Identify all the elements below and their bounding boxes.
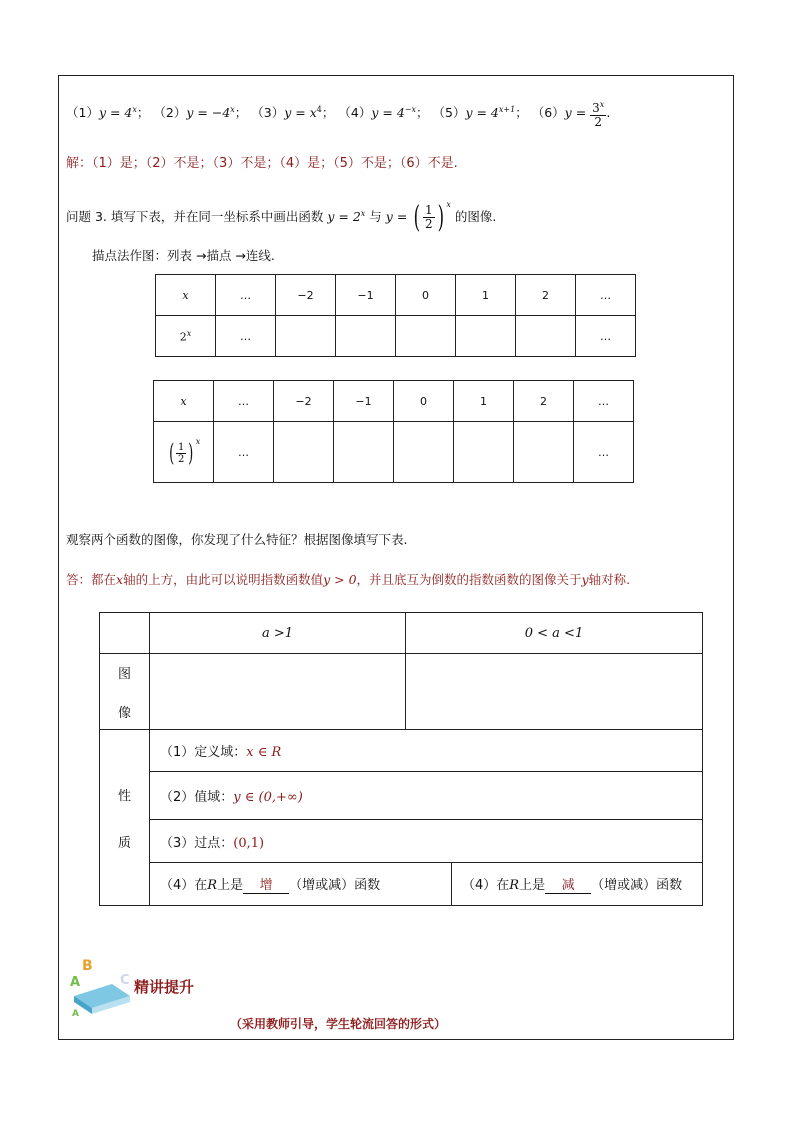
section-note: （采用教师引导，学生轮流回答的形式） bbox=[230, 1017, 447, 1031]
table-cell[interactable]: −2 bbox=[276, 275, 336, 316]
table-cell[interactable] bbox=[394, 422, 454, 483]
table-cell[interactable]: 1 bbox=[454, 381, 514, 422]
monotonic-right: （4）在R上是 减 （增或减）函数 bbox=[452, 863, 703, 906]
method-line: 描点法作图：列表 →描点 →连线. bbox=[92, 248, 275, 263]
image-label: 图 像 bbox=[100, 654, 150, 730]
table-cell[interactable]: 1 bbox=[456, 275, 516, 316]
table-cell[interactable]: … bbox=[574, 381, 634, 422]
corner-cell bbox=[100, 613, 150, 654]
table-cell[interactable] bbox=[514, 422, 574, 483]
property-label: 性 质 bbox=[100, 730, 150, 906]
section-title: 精讲提升 bbox=[134, 978, 195, 996]
table-cell[interactable]: 2 bbox=[516, 275, 576, 316]
answer-line: 解：（1）是；（2）不是；（3）不是；（4）是；（5）不是；（6）不是. bbox=[66, 156, 458, 171]
table-cell[interactable] bbox=[516, 316, 576, 357]
table-cell[interactable]: x bbox=[156, 275, 216, 316]
table-row-head: 2$^x$ bbox=[156, 316, 216, 357]
table-cell[interactable]: … bbox=[576, 316, 636, 357]
question-3: 问题 3. 填写下表，并在同一坐标系中画出函数 $y = 2^x$ 与 y = ( $\frac{1}{2}$ ) $^x$ 的图像. bbox=[66, 200, 497, 235]
table-cell[interactable] bbox=[454, 422, 514, 483]
graph-cell-a-gt-1[interactable] bbox=[150, 654, 406, 730]
table-cell[interactable] bbox=[396, 316, 456, 357]
observe-line: 观察两个函数的图像，你发现了什么特征？根据图像填写下表. bbox=[66, 532, 408, 547]
header-a-gt-1: a >1 bbox=[150, 613, 406, 654]
header-a-lt-1: 0 < a <1 bbox=[406, 613, 703, 654]
table-cell[interactable] bbox=[336, 316, 396, 357]
point-row: （3）过点：(0,1) bbox=[150, 820, 703, 863]
table-cell[interactable]: −1 bbox=[334, 381, 394, 422]
table-cell[interactable] bbox=[456, 316, 516, 357]
answer-2: 答：都在x轴的上方，由此可以说明指数函数值y > 0，并且底互为倒数的指数函数的图像关于y轴对称. bbox=[66, 572, 631, 587]
value-table-half-x bbox=[153, 380, 634, 483]
table-cell[interactable]: x bbox=[154, 381, 214, 422]
table-cell[interactable]: … bbox=[574, 422, 634, 483]
table-cell[interactable] bbox=[274, 422, 334, 483]
table-cell[interactable] bbox=[334, 422, 394, 483]
abc-book-icon bbox=[66, 948, 136, 1018]
table-cell[interactable]: … bbox=[576, 275, 636, 316]
table-cell[interactable]: −1 bbox=[336, 275, 396, 316]
svg-text:A: A bbox=[72, 1009, 79, 1018]
svg-text:A: A bbox=[70, 975, 81, 990]
table-row-head: ( $\frac{1}{2}$ ) $^x$ bbox=[154, 422, 214, 483]
fraction: $\frac{3^x}{2}$ bbox=[592, 100, 605, 129]
svg-text:B: B bbox=[82, 958, 93, 974]
table-cell[interactable]: … bbox=[214, 381, 274, 422]
properties-table bbox=[99, 612, 703, 906]
value-table-2x bbox=[155, 274, 636, 357]
graph-cell-a-lt-1[interactable] bbox=[406, 654, 703, 730]
table-cell[interactable]: … bbox=[214, 422, 274, 483]
table-cell[interactable]: 2 bbox=[514, 381, 574, 422]
domain-row: （1）定义域：x ∈ R bbox=[150, 730, 703, 772]
table-cell[interactable]: … bbox=[216, 275, 276, 316]
table-cell[interactable]: … bbox=[216, 316, 276, 357]
table-cell[interactable]: 0 bbox=[396, 275, 456, 316]
svg-text:C: C bbox=[120, 973, 130, 988]
table-cell[interactable]: −2 bbox=[274, 381, 334, 422]
exercise-line: $(1)y = 4^x$； $(2)y = -4^x$； $(3)y = x^4$； $(4)y = 4^{-x}$； $(5)y = 4^{x+1}$； （6）y = $\frac{3^x}{2}$ . bbox=[66, 100, 611, 129]
table-cell[interactable] bbox=[276, 316, 336, 357]
range-row: （2）值域：y ∈ (0,+∞) bbox=[150, 772, 703, 820]
monotonic-left: （4）在R上是 增 （增或减）函数 bbox=[150, 863, 452, 906]
table-cell[interactable]: 0 bbox=[394, 381, 454, 422]
